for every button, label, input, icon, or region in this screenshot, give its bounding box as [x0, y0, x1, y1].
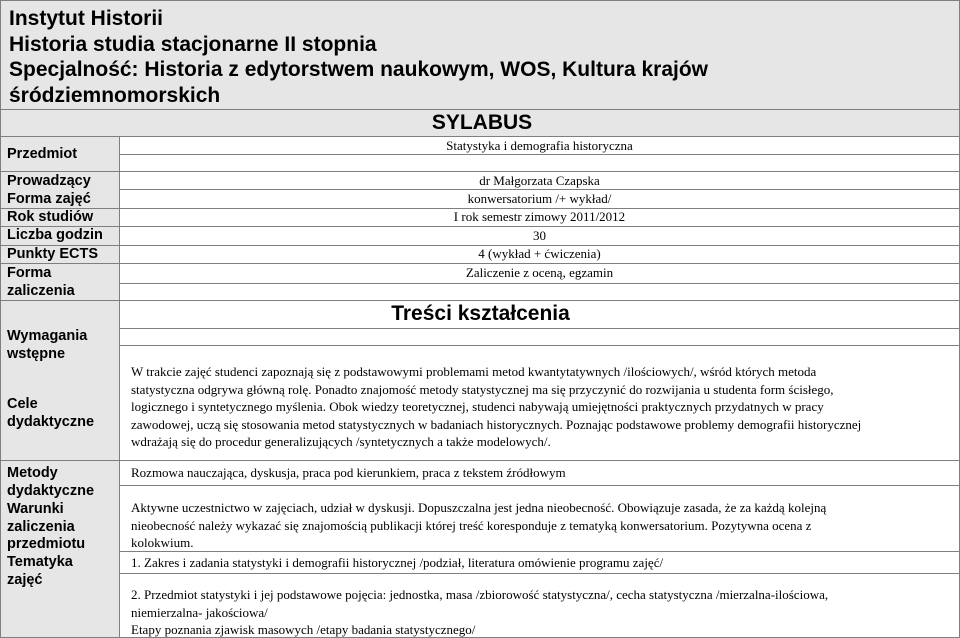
- value-prowadzacy: dr Małgorzata Czapska: [479, 173, 600, 188]
- value-forma-zaliczenia: Zaliczenie z oceną, egzamin: [465, 265, 614, 280]
- row-divider: [120, 283, 959, 284]
- warunki-paragraph: [131, 499, 953, 552]
- institute-name: Instytut Historii: [9, 7, 164, 30]
- text-line: niemierzalna- jakościowa/: [131, 604, 268, 620]
- text-line: kolokwium.: [131, 535, 194, 550]
- text-line: W trakcie zajęć studenci zapoznają się z podstawowymi problemami metod kwantytatywnych /ilościowych/, wśród których metoda: [131, 364, 817, 379]
- metody-text: Rozmowa nauczająca, dyskusja, praca pod kierunkiem, praca z tekstem źródłowym: [131, 465, 566, 480]
- study-program: Historia studia stacjonarne II stopnia: [9, 32, 377, 56]
- label-przedmiot: Przedmiot: [7, 146, 78, 162]
- row-divider: [1, 136, 959, 137]
- tematyka-item-1: 1. Zakres i zadania statystyki i demografii historycznej /podział, literatura omówienie programu zajęć/: [131, 555, 664, 570]
- text-line: nieobecność należy wykazać się znajomością publikacji której treść koresponduje z tematyką konwersatorium. Pozytywna ocena z: [131, 517, 812, 533]
- value-rok-studiow: I rok semestr zimowy 2011/2012: [453, 209, 626, 224]
- row-divider: [1, 460, 959, 461]
- label-forma-zaliczenia: Forma zaliczenia: [7, 265, 75, 299]
- document-header: [1, 1, 959, 110]
- tresci-ksztalcenia-heading: Treści kształcenia: [391, 302, 570, 325]
- row-divider: [1, 226, 959, 227]
- label-forma-zajec: Forma zajęć: [7, 191, 91, 207]
- text-line: wdrażają się do procedur generalizujących /syntetycznych a także modelowych/.: [131, 434, 551, 449]
- label-tematyka-zajec: Tematyka zajęć: [7, 554, 73, 588]
- row-divider: [120, 485, 959, 486]
- label-wymagania-wstepne: Wymagania wstępne: [7, 328, 88, 362]
- row-divider: [120, 189, 959, 190]
- row-divider: [120, 154, 959, 155]
- label-prowadzacy: Prowadzący: [7, 173, 91, 189]
- label-metody-dydaktyczne: Metody dydaktyczne: [7, 465, 95, 499]
- label-warunki-zaliczenia: Warunki zaliczenia przedmiotu: [7, 501, 86, 552]
- label-rok-studiow: Rok studiów: [7, 209, 94, 225]
- value-punkty-ects: 4 (wykład + ćwiczenia): [478, 246, 601, 261]
- text-line: 2. Przedmiot statystyki i jej podstawowe pojęcia: jednostka, masa /zbiorowość statystyczna/, cecha statystyczna /mierzalna-ilościowa,: [131, 587, 829, 602]
- row-divider: [120, 345, 959, 346]
- specialization-line-2: śródziemnomorskich: [9, 83, 221, 107]
- row-divider: [120, 573, 959, 574]
- sylabus-title: SYLABUS: [1, 110, 959, 136]
- row-divider: [1, 171, 959, 172]
- value-przedmiot: Statystyka i demografia historyczna: [446, 138, 633, 153]
- text-line: Etapy poznania zjawisk masowych /etapy badania statystycznego/: [131, 622, 476, 637]
- label-cele-dydaktyczne: Cele dydaktyczne: [7, 396, 95, 430]
- cele-paragraph: [131, 363, 953, 451]
- value-forma-zajec: konwersatorium /+ wykład/: [467, 191, 612, 206]
- label-punkty-ects: Punkty ECTS: [7, 246, 99, 262]
- specialization-line-1: Specjalność: Historia z edytorstwem naukowym, WOS, Kultura krajów: [9, 58, 708, 81]
- row-divider: [1, 263, 959, 264]
- tematyka-item-2: [131, 586, 953, 638]
- text-line: zawodowej, uczą się stosowania metod statystycznych w badaniach historycznych. Poznając podstawowe problemy demografii historycznej: [131, 416, 862, 432]
- row-divider: [120, 328, 959, 329]
- value-liczba-godzin: 30: [533, 228, 546, 243]
- text-line: Aktywne uczestnictwo w zajęciach, udział w dyskusji. Dopuszczalna jest jedna nieobecność. Obowiązuje zasada, że za każdą kolejną: [131, 500, 827, 515]
- text-line: statystyczna odgrywa główną rolę. Ponadto znajomość metody statystycznej ma się przyczynić do rozwijania u studenta form ścisłego,: [131, 381, 834, 397]
- text-line: logicznego i syntetycznego myślenia. Obok wiedzy teoretycznej, studenci nabywają umiejętności praktycznych przydatnych w pracy: [131, 399, 824, 414]
- label-liczba-godzin: Liczba godzin: [7, 227, 103, 243]
